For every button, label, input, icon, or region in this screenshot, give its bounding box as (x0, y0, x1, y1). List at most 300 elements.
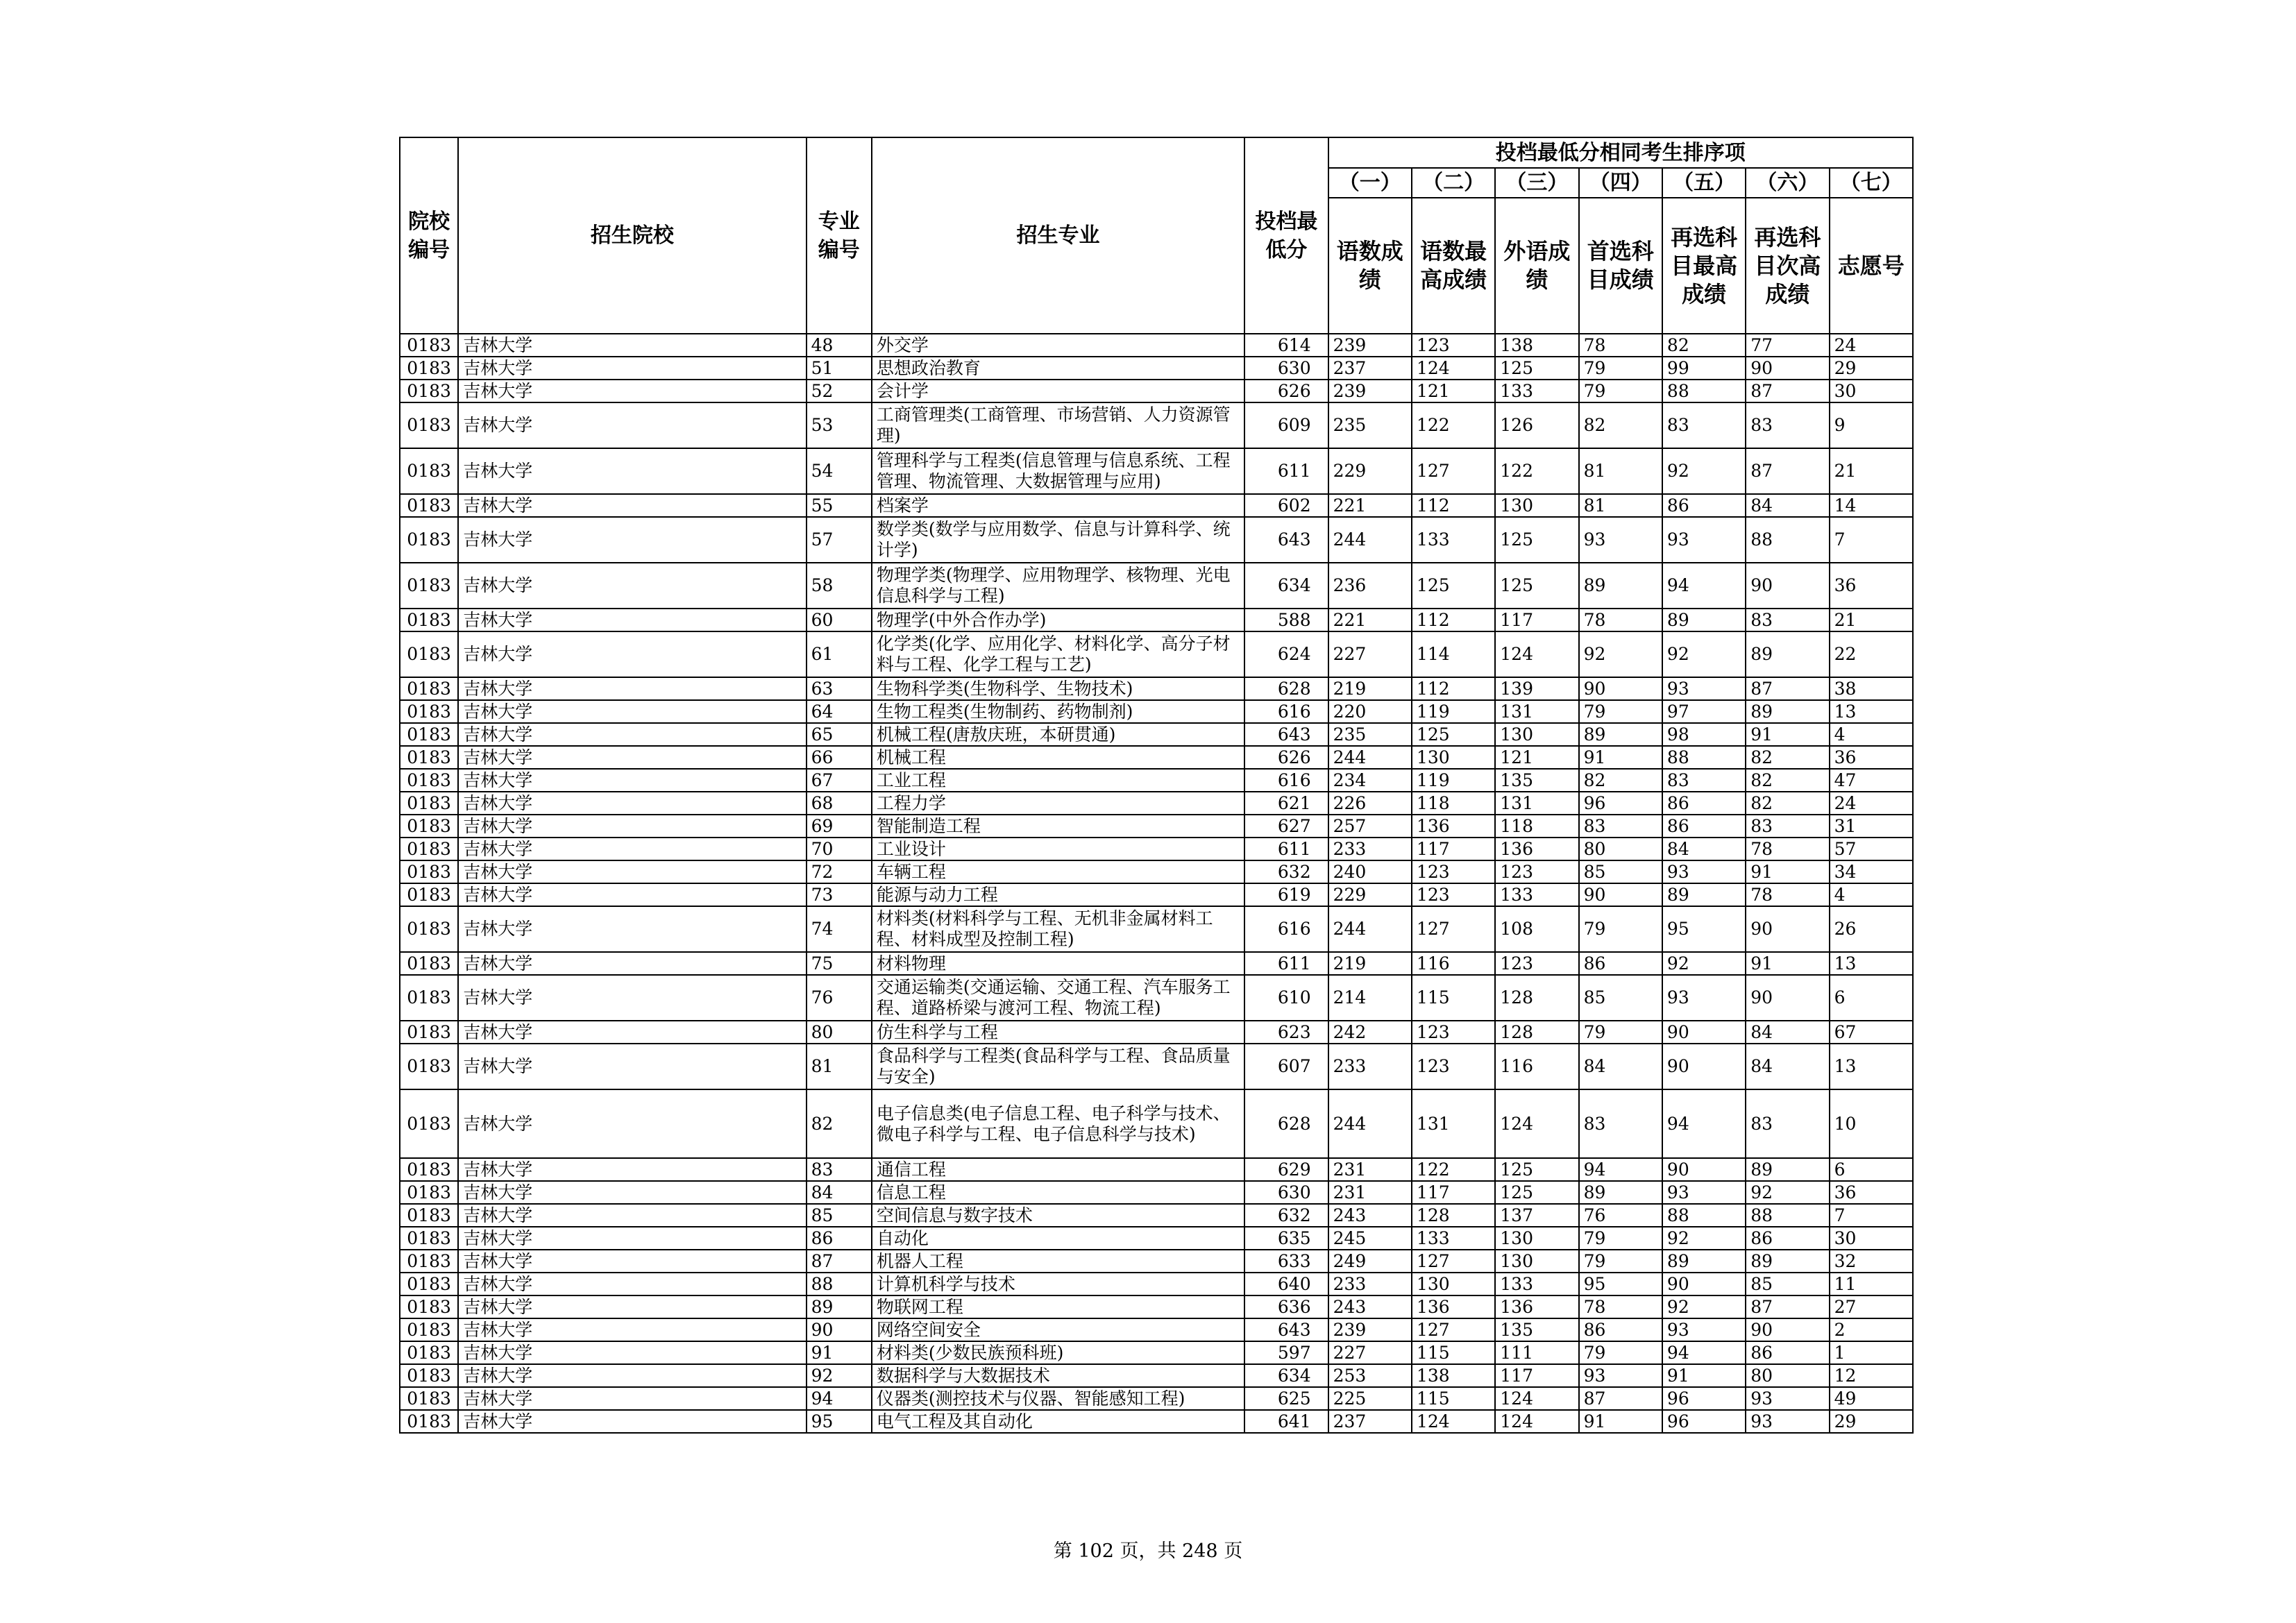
cell-score-elective-max: 92 (1662, 1227, 1746, 1250)
cell-score-chinese-math-max: 122 (1412, 1158, 1495, 1181)
cell-min-score: 643 (1244, 517, 1328, 563)
cell-min-score: 629 (1244, 1158, 1328, 1181)
cell-score-chinese-math: 219 (1328, 952, 1412, 975)
cell-score-elective-second: 89 (1746, 1158, 1829, 1181)
table-row (400, 1044, 1913, 1089)
cell-preference-no: 13 (1830, 952, 1913, 975)
cell-preference-no: 2 (1830, 1318, 1913, 1341)
header-school-id: 院校编号 (400, 137, 458, 334)
cell-score-elective-second: 84 (1746, 1044, 1829, 1089)
cell-score-first-subject: 79 (1579, 1341, 1662, 1364)
cell-preference-no: 10 (1830, 1089, 1913, 1158)
order-label-3: （三） (1495, 168, 1578, 198)
cell-score-elective-max: 91 (1662, 1364, 1746, 1387)
cell-school: 吉林大学 (458, 1273, 806, 1295)
cell-major: 机械工程(唐敖庆班，本研贯通) (872, 723, 1244, 746)
cell-preference-no: 26 (1830, 906, 1913, 952)
header-major: 招生专业 (872, 137, 1244, 334)
cell-school-id: 0183 (400, 563, 458, 609)
cell-score-elective-second: 89 (1746, 700, 1829, 723)
order-label-5: （五） (1662, 168, 1746, 198)
cell-major-id: 63 (807, 677, 872, 700)
cell-major: 外交学 (872, 334, 1244, 357)
cell-school: 吉林大学 (458, 1250, 806, 1273)
cell-school-id: 0183 (400, 517, 458, 563)
cell-major: 化学类(化学、应用化学、材料化学、高分子材料与工程、化学工程与工艺) (872, 631, 1244, 677)
cell-score-chinese-math: 225 (1328, 1387, 1412, 1410)
cell-score-elective-max: 97 (1662, 700, 1746, 723)
cell-min-score: 614 (1244, 334, 1328, 357)
cell-score-chinese-math: 231 (1328, 1158, 1412, 1181)
cell-min-score: 625 (1244, 1387, 1328, 1410)
cell-score-elective-second: 83 (1746, 815, 1829, 838)
cell-score-first-subject: 90 (1579, 677, 1662, 700)
cell-major-id: 86 (807, 1227, 872, 1250)
cell-score-elective-max: 88 (1662, 746, 1746, 769)
cell-score-elective-max: 89 (1662, 883, 1746, 906)
header-school: 招生院校 (458, 137, 806, 334)
cell-school: 吉林大学 (458, 563, 806, 609)
cell-major-id: 72 (807, 860, 872, 883)
cell-major: 档案学 (872, 494, 1244, 517)
cell-min-score: 630 (1244, 357, 1328, 380)
cell-preference-no: 4 (1830, 883, 1913, 906)
cell-school-id: 0183 (400, 402, 458, 448)
cell-min-score: 635 (1244, 1227, 1328, 1250)
cell-score-first-subject: 93 (1579, 1364, 1662, 1387)
table-row (400, 609, 1913, 631)
cell-score-foreign: 135 (1495, 769, 1578, 792)
cell-preference-no: 34 (1830, 860, 1913, 883)
cell-preference-no: 24 (1830, 792, 1913, 815)
cell-school-id: 0183 (400, 906, 458, 952)
cell-score-elective-max: 83 (1662, 402, 1746, 448)
cell-score-foreign: 124 (1495, 1089, 1578, 1158)
cell-score-chinese-math: 231 (1328, 1181, 1412, 1204)
cell-score-elective-second: 84 (1746, 1021, 1829, 1044)
table-row (400, 1021, 1913, 1044)
table-row (400, 860, 1913, 883)
cell-score-chinese-math: 242 (1328, 1021, 1412, 1044)
cell-preference-no: 6 (1830, 975, 1913, 1021)
cell-score-chinese-math-max: 125 (1412, 723, 1495, 746)
cell-score-elective-second: 78 (1746, 883, 1829, 906)
cell-score-first-subject: 80 (1579, 838, 1662, 860)
cell-major-id: 84 (807, 1181, 872, 1204)
cell-preference-no: 21 (1830, 448, 1913, 494)
cell-major: 仿生科学与工程 (872, 1021, 1244, 1044)
cell-major: 仪器类(测控技术与仪器、智能感知工程) (872, 1387, 1244, 1410)
cell-score-foreign: 133 (1495, 883, 1578, 906)
page-footer: 第 102 页，共 248 页 (1053, 1540, 1243, 1562)
cell-score-chinese-math: 244 (1328, 906, 1412, 952)
cell-score-elective-second: 91 (1746, 860, 1829, 883)
cell-preference-no: 31 (1830, 815, 1913, 838)
cell-score-elective-second: 87 (1746, 380, 1829, 402)
cell-preference-no: 36 (1830, 563, 1913, 609)
cell-school: 吉林大学 (458, 975, 806, 1021)
cell-score-elective-second: 93 (1746, 1387, 1829, 1410)
cell-score-chinese-math-max: 116 (1412, 952, 1495, 975)
cell-school: 吉林大学 (458, 1295, 806, 1318)
cell-school-id: 0183 (400, 723, 458, 746)
cell-score-first-subject: 78 (1579, 609, 1662, 631)
cell-score-first-subject: 78 (1579, 334, 1662, 357)
cell-major: 工程力学 (872, 792, 1244, 815)
cell-major: 计算机科学与技术 (872, 1273, 1244, 1295)
cell-min-score: 623 (1244, 1021, 1328, 1044)
cell-school-id: 0183 (400, 609, 458, 631)
cell-school: 吉林大学 (458, 1021, 806, 1044)
cell-major-id: 68 (807, 792, 872, 815)
cell-preference-no: 21 (1830, 609, 1913, 631)
cell-school-id: 0183 (400, 1250, 458, 1273)
cell-score-chinese-math-max: 123 (1412, 334, 1495, 357)
cell-score-first-subject: 85 (1579, 860, 1662, 883)
cell-score-foreign: 135 (1495, 1318, 1578, 1341)
table-row (400, 380, 1913, 402)
cell-school: 吉林大学 (458, 1158, 806, 1181)
cell-score-chinese-math-max: 123 (1412, 1044, 1495, 1089)
cell-school: 吉林大学 (458, 609, 806, 631)
cell-score-chinese-math: 243 (1328, 1295, 1412, 1318)
cell-score-chinese-math-max: 127 (1412, 1318, 1495, 1341)
cell-score-elective-second: 84 (1746, 494, 1829, 517)
cell-major-id: 82 (807, 1089, 872, 1158)
cell-score-elective-max: 99 (1662, 357, 1746, 380)
cell-score-elective-second: 91 (1746, 952, 1829, 975)
cell-min-score: 607 (1244, 1044, 1328, 1089)
cell-major-id: 60 (807, 609, 872, 631)
cell-school: 吉林大学 (458, 883, 806, 906)
cell-score-foreign: 139 (1495, 677, 1578, 700)
cell-score-elective-max: 93 (1662, 975, 1746, 1021)
cell-score-foreign: 125 (1495, 563, 1578, 609)
cell-school-id: 0183 (400, 769, 458, 792)
cell-score-chinese-math-max: 124 (1412, 357, 1495, 380)
order-name-chinese-math: 语数成绩 (1328, 198, 1412, 334)
table-row (400, 838, 1913, 860)
cell-score-chinese-math: 227 (1328, 631, 1412, 677)
order-label-6: （六） (1746, 168, 1829, 198)
cell-score-chinese-math: 244 (1328, 1089, 1412, 1158)
cell-score-elective-second: 88 (1746, 517, 1829, 563)
cell-score-chinese-math-max: 124 (1412, 1410, 1495, 1433)
cell-score-elective-second: 83 (1746, 1089, 1829, 1158)
cell-score-elective-second: 83 (1746, 402, 1829, 448)
cell-score-chinese-math: 244 (1328, 746, 1412, 769)
cell-score-first-subject: 79 (1579, 357, 1662, 380)
cell-score-chinese-math-max: 136 (1412, 1295, 1495, 1318)
cell-preference-no: 30 (1830, 380, 1913, 402)
cell-min-score: 616 (1244, 769, 1328, 792)
cell-min-score: 609 (1244, 402, 1328, 448)
order-name-first-subject: 首选科目成绩 (1579, 198, 1662, 334)
cell-score-elective-second: 78 (1746, 838, 1829, 860)
order-label-4: （四） (1579, 168, 1662, 198)
table-row (400, 769, 1913, 792)
cell-score-chinese-math-max: 128 (1412, 1204, 1495, 1227)
cell-preference-no: 24 (1830, 334, 1913, 357)
cell-score-elective-max: 86 (1662, 815, 1746, 838)
cell-preference-no: 36 (1830, 746, 1913, 769)
cell-preference-no: 67 (1830, 1021, 1913, 1044)
cell-min-score: 627 (1244, 815, 1328, 838)
cell-score-elective-max: 94 (1662, 563, 1746, 609)
table-row (400, 402, 1913, 448)
cell-score-foreign: 126 (1495, 402, 1578, 448)
cell-score-elective-max: 90 (1662, 1021, 1746, 1044)
header-min-score: 投档最低分 (1244, 137, 1328, 334)
cell-major: 车辆工程 (872, 860, 1244, 883)
cell-score-chinese-math-max: 138 (1412, 1364, 1495, 1387)
cell-score-chinese-math-max: 130 (1412, 1273, 1495, 1295)
cell-score-chinese-math: 239 (1328, 334, 1412, 357)
table-row (400, 677, 1913, 700)
cell-school: 吉林大学 (458, 1089, 806, 1158)
cell-major: 生物科学类(生物科学、生物技术) (872, 677, 1244, 700)
cell-major-id: 73 (807, 883, 872, 906)
cell-school-id: 0183 (400, 700, 458, 723)
cell-major-id: 55 (807, 494, 872, 517)
cell-score-elective-max: 90 (1662, 1273, 1746, 1295)
cell-score-chinese-math: 221 (1328, 494, 1412, 517)
cell-score-chinese-math: 235 (1328, 402, 1412, 448)
cell-score-chinese-math-max: 123 (1412, 883, 1495, 906)
cell-school: 吉林大学 (458, 1227, 806, 1250)
order-name-elective-second: 再选科目次高成绩 (1746, 198, 1829, 334)
cell-major: 电子信息类(电子信息工程、电子科学与技术、微电子科学与工程、电子信息科学与技术) (872, 1089, 1244, 1158)
table-row (400, 1227, 1913, 1250)
table-row (400, 1273, 1913, 1295)
cell-min-score: 641 (1244, 1410, 1328, 1433)
table-row (400, 815, 1913, 838)
cell-min-score: 628 (1244, 1089, 1328, 1158)
cell-school-id: 0183 (400, 448, 458, 494)
cell-major-id: 57 (807, 517, 872, 563)
cell-major-id: 80 (807, 1021, 872, 1044)
cell-score-foreign: 128 (1495, 975, 1578, 1021)
cell-min-score: 632 (1244, 1204, 1328, 1227)
cell-major-id: 58 (807, 563, 872, 609)
table-row (400, 746, 1913, 769)
cell-score-first-subject: 86 (1579, 1318, 1662, 1341)
cell-school: 吉林大学 (458, 1181, 806, 1204)
table-row (400, 792, 1913, 815)
cell-major: 机器人工程 (872, 1250, 1244, 1273)
cell-score-chinese-math-max: 122 (1412, 402, 1495, 448)
order-label-2: （二） (1412, 168, 1495, 198)
cell-score-elective-max: 93 (1662, 677, 1746, 700)
cell-major: 物理学类(物理学、应用物理学、核物理、光电信息科学与工程) (872, 563, 1244, 609)
cell-major: 材料类(材料科学与工程、无机非金属材料工程、材料成型及控制工程) (872, 906, 1244, 952)
cell-major-id: 91 (807, 1341, 872, 1364)
cell-major: 物联网工程 (872, 1295, 1244, 1318)
cell-score-first-subject: 79 (1579, 1250, 1662, 1273)
cell-score-first-subject: 94 (1579, 1158, 1662, 1181)
cell-score-chinese-math: 226 (1328, 792, 1412, 815)
cell-score-chinese-math: 236 (1328, 563, 1412, 609)
cell-score-first-subject: 84 (1579, 1044, 1662, 1089)
cell-score-first-subject: 85 (1579, 975, 1662, 1021)
order-name-foreign-language: 外语成绩 (1495, 198, 1578, 334)
cell-score-chinese-math: 240 (1328, 860, 1412, 883)
cell-school: 吉林大学 (458, 677, 806, 700)
table-row (400, 1089, 1913, 1158)
table-row (400, 1181, 1913, 1204)
table-row (400, 952, 1913, 975)
cell-major-id: 64 (807, 700, 872, 723)
cell-preference-no: 38 (1830, 677, 1913, 700)
cell-school-id: 0183 (400, 1158, 458, 1181)
cell-score-foreign: 133 (1495, 1273, 1578, 1295)
cell-major: 工业设计 (872, 838, 1244, 860)
cell-school: 吉林大学 (458, 380, 806, 402)
cell-school: 吉林大学 (458, 792, 806, 815)
cell-min-score: 626 (1244, 746, 1328, 769)
cell-school: 吉林大学 (458, 860, 806, 883)
cell-score-chinese-math: 229 (1328, 883, 1412, 906)
cell-major-id: 69 (807, 815, 872, 838)
cell-min-score: 611 (1244, 448, 1328, 494)
cell-score-chinese-math: 239 (1328, 1318, 1412, 1341)
cell-score-elective-max: 92 (1662, 631, 1746, 677)
cell-school-id: 0183 (400, 975, 458, 1021)
table-row (400, 494, 1913, 517)
cell-score-chinese-math: 237 (1328, 357, 1412, 380)
cell-score-elective-second: 80 (1746, 1364, 1829, 1387)
cell-major: 材料物理 (872, 952, 1244, 975)
cell-major: 工业工程 (872, 769, 1244, 792)
cell-school-id: 0183 (400, 631, 458, 677)
cell-score-chinese-math-max: 136 (1412, 815, 1495, 838)
cell-school-id: 0183 (400, 746, 458, 769)
cell-major-id: 74 (807, 906, 872, 952)
cell-score-elective-second: 90 (1746, 975, 1829, 1021)
cell-school: 吉林大学 (458, 1341, 806, 1364)
cell-score-chinese-math: 219 (1328, 677, 1412, 700)
table-row (400, 448, 1913, 494)
order-label-7: （七） (1830, 168, 1913, 198)
cell-score-first-subject: 79 (1579, 700, 1662, 723)
cell-min-score: 597 (1244, 1341, 1328, 1364)
cell-score-chinese-math-max: 133 (1412, 1227, 1495, 1250)
cell-preference-no: 27 (1830, 1295, 1913, 1318)
cell-school: 吉林大学 (458, 448, 806, 494)
cell-major-id: 51 (807, 357, 872, 380)
cell-score-first-subject: 82 (1579, 402, 1662, 448)
cell-score-first-subject: 89 (1579, 563, 1662, 609)
cell-min-score: 616 (1244, 700, 1328, 723)
cell-score-elective-second: 87 (1746, 677, 1829, 700)
cell-score-elective-second: 77 (1746, 334, 1829, 357)
cell-score-elective-max: 96 (1662, 1410, 1746, 1433)
cell-score-foreign: 136 (1495, 1295, 1578, 1318)
cell-school-id: 0183 (400, 1341, 458, 1364)
cell-school-id: 0183 (400, 494, 458, 517)
cell-school-id: 0183 (400, 860, 458, 883)
cell-school: 吉林大学 (458, 838, 806, 860)
cell-score-foreign: 108 (1495, 906, 1578, 952)
cell-school-id: 0183 (400, 792, 458, 815)
cell-major: 工商管理类(工商管理、市场营销、人力资源管理) (872, 402, 1244, 448)
table-row (400, 1387, 1913, 1410)
cell-preference-no: 12 (1830, 1364, 1913, 1387)
cell-min-score: 630 (1244, 1181, 1328, 1204)
cell-min-score: 634 (1244, 1364, 1328, 1387)
cell-school-id: 0183 (400, 380, 458, 402)
cell-score-chinese-math: 214 (1328, 975, 1412, 1021)
cell-min-score: 616 (1244, 906, 1328, 952)
cell-major-id: 89 (807, 1295, 872, 1318)
cell-score-elective-max: 94 (1662, 1341, 1746, 1364)
table-row (400, 700, 1913, 723)
cell-score-elective-second: 86 (1746, 1227, 1829, 1250)
cell-school-id: 0183 (400, 1364, 458, 1387)
cell-score-chinese-math: 235 (1328, 723, 1412, 746)
cell-major-id: 48 (807, 334, 872, 357)
cell-score-elective-max: 90 (1662, 1044, 1746, 1089)
table-body (400, 334, 1913, 1433)
cell-score-foreign: 111 (1495, 1341, 1578, 1364)
cell-min-score: 624 (1244, 631, 1328, 677)
cell-min-score: 611 (1244, 952, 1328, 975)
cell-score-foreign: 125 (1495, 357, 1578, 380)
cell-major: 管理科学与工程类(信息管理与信息系统、工程管理、物流管理、大数据管理与应用) (872, 448, 1244, 494)
cell-score-elective-max: 89 (1662, 609, 1746, 631)
cell-school: 吉林大学 (458, 746, 806, 769)
cell-score-foreign: 125 (1495, 517, 1578, 563)
table-row (400, 1364, 1913, 1387)
cell-score-chinese-math: 257 (1328, 815, 1412, 838)
cell-score-elective-max: 86 (1662, 792, 1746, 815)
cell-score-chinese-math: 233 (1328, 1044, 1412, 1089)
cell-score-chinese-math: 234 (1328, 769, 1412, 792)
cell-score-foreign: 123 (1495, 952, 1578, 975)
cell-score-elective-second: 90 (1746, 357, 1829, 380)
cell-score-elective-max: 88 (1662, 1204, 1746, 1227)
cell-school-id: 0183 (400, 1021, 458, 1044)
cell-school: 吉林大学 (458, 402, 806, 448)
cell-score-first-subject: 92 (1579, 631, 1662, 677)
cell-school: 吉林大学 (458, 1387, 806, 1410)
cell-score-elective-max: 98 (1662, 723, 1746, 746)
table-header (400, 137, 1913, 334)
cell-score-first-subject: 79 (1579, 380, 1662, 402)
cell-major: 网络空间安全 (872, 1318, 1244, 1341)
cell-score-first-subject: 96 (1579, 792, 1662, 815)
cell-school-id: 0183 (400, 1318, 458, 1341)
cell-score-foreign: 118 (1495, 815, 1578, 838)
cell-score-first-subject: 95 (1579, 1273, 1662, 1295)
table-row (400, 334, 1913, 357)
cell-major-id: 67 (807, 769, 872, 792)
cell-score-foreign: 124 (1495, 631, 1578, 677)
cell-major: 通信工程 (872, 1158, 1244, 1181)
cell-school: 吉林大学 (458, 952, 806, 975)
cell-major-id: 65 (807, 723, 872, 746)
cell-school-id: 0183 (400, 1044, 458, 1089)
cell-score-elective-second: 86 (1746, 1341, 1829, 1364)
cell-score-first-subject: 76 (1579, 1204, 1662, 1227)
cell-score-elective-max: 90 (1662, 1158, 1746, 1181)
cell-preference-no: 36 (1830, 1181, 1913, 1204)
cell-major-id: 53 (807, 402, 872, 448)
cell-school: 吉林大学 (458, 1364, 806, 1387)
cell-school-id: 0183 (400, 883, 458, 906)
cell-score-foreign: 123 (1495, 860, 1578, 883)
cell-school-id: 0183 (400, 815, 458, 838)
